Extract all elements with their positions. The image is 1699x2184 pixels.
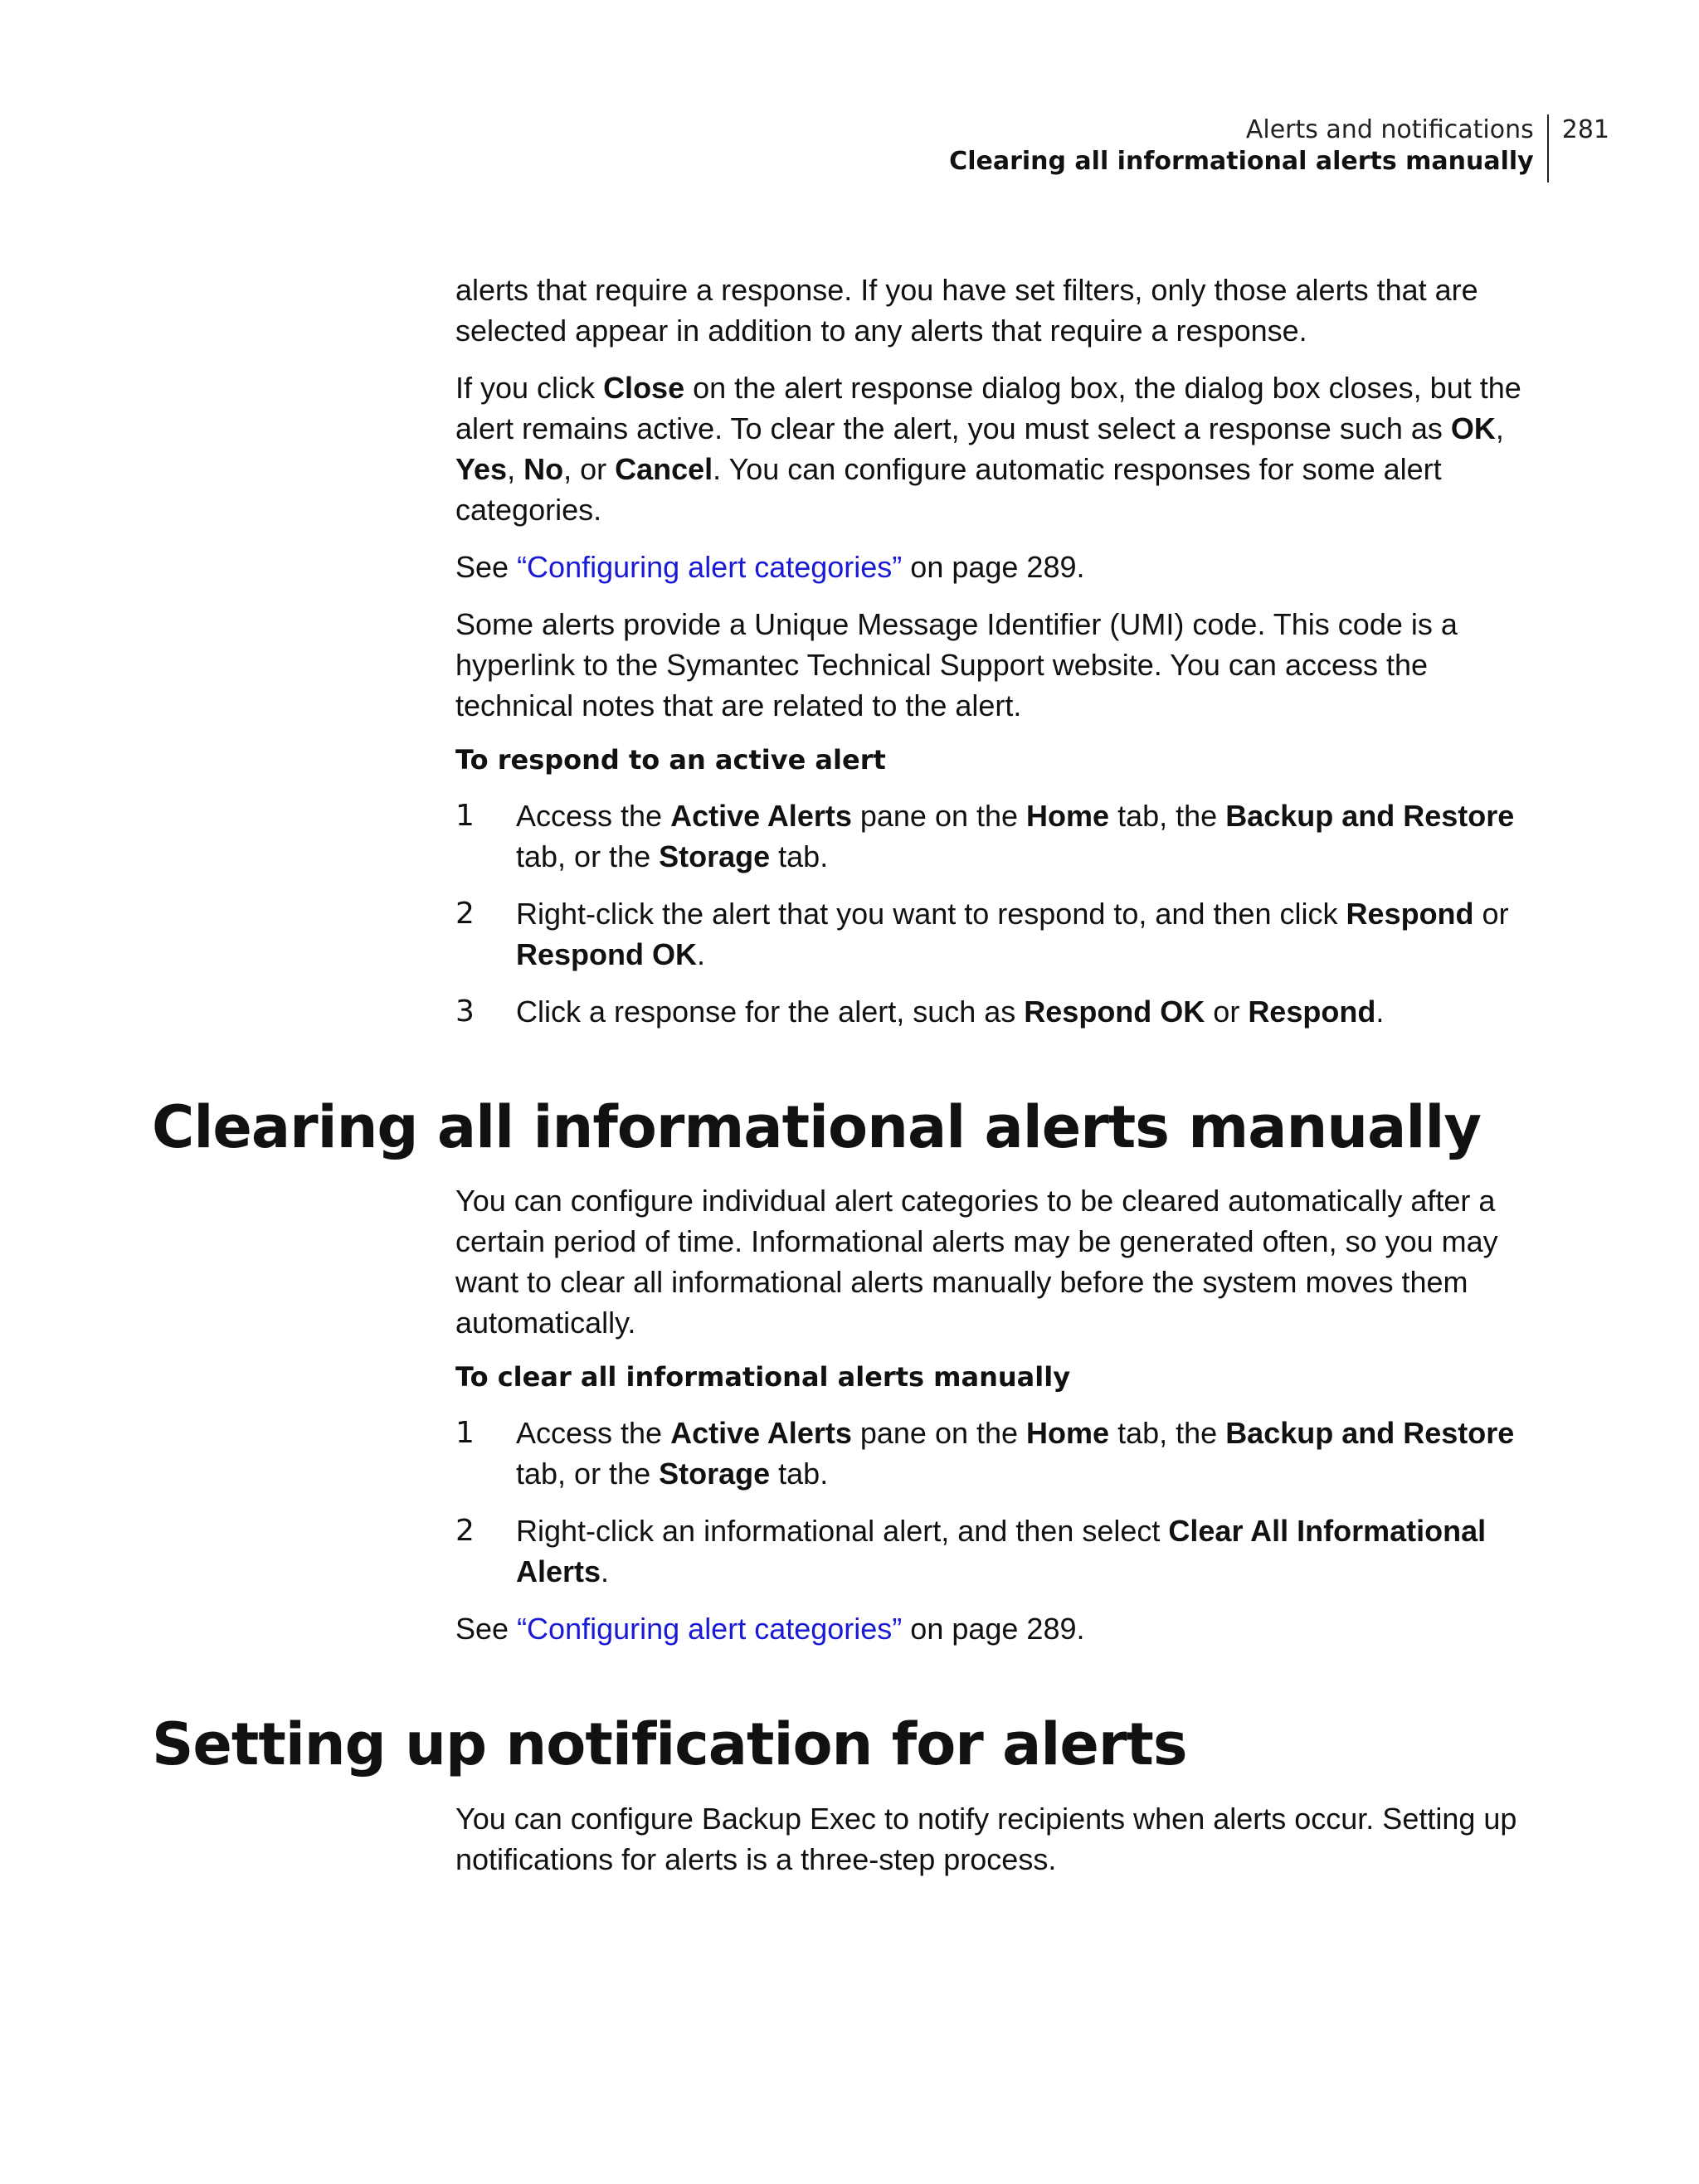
step-text	[516, 1413, 1551, 1494]
procedure-step	[455, 795, 1551, 877]
ui-term: Home	[1026, 799, 1110, 833]
text-run: If you click	[455, 371, 604, 405]
ui-term: Respond OK	[1024, 995, 1205, 1029]
section-heading-notification: Setting up notification for alerts	[152, 1710, 1187, 1778]
text-run: , or	[563, 452, 616, 486]
ui-term: Storage	[659, 839, 771, 873]
ui-term: Backup and Restore	[1225, 1416, 1515, 1450]
intro-block	[455, 270, 1551, 1048]
running-header	[949, 114, 1609, 182]
text-run: or	[1205, 995, 1249, 1029]
procedure-step	[455, 1510, 1551, 1592]
ui-term: Home	[1026, 1416, 1110, 1450]
text-run: .	[697, 937, 706, 971]
ui-term: Storage	[659, 1457, 771, 1491]
text-run: ,	[1495, 411, 1504, 445]
ui-term: Active Alerts	[670, 799, 852, 833]
header-titles	[949, 114, 1549, 182]
step-number: 2	[455, 1514, 475, 1548]
ui-term-yes: Yes	[455, 452, 508, 486]
procedure-step	[455, 1413, 1551, 1494]
ui-term: Respond	[1346, 897, 1474, 931]
procedure-step	[455, 893, 1551, 975]
section1-paragraph-1: You can configure individual alert categories to be cleared automatically after a certain period of time. Informational alerts may be generated often, so you may want to clear all informational alerts manually before the system moves them automatically.	[455, 1184, 1498, 1340]
text-run: Access the	[516, 799, 671, 833]
text-run: tab.	[770, 1457, 829, 1491]
text-run: See	[455, 550, 518, 584]
intro-paragraph-3: Some alerts provide a Unique Message Identifier (UMI) code. This code is a hyperlink to the Symantec Technical Support website. You can access the technical notes that are related to the alert.	[455, 607, 1458, 722]
step-number: 3	[455, 995, 475, 1029]
ui-term-cancel: Cancel	[615, 452, 713, 486]
text-run: tab, or the	[516, 1457, 660, 1491]
text-run: .	[601, 1554, 610, 1588]
ui-term: Clear All Informational Alerts	[516, 1514, 1487, 1588]
text-run: .	[1375, 995, 1385, 1029]
step-text	[516, 795, 1551, 877]
ui-term: Respond OK	[516, 937, 698, 971]
intro-paragraph-1: alerts that require a response. If you have set filters, only those alerts that are selected appear in addition to any alerts that require a response.	[455, 273, 1478, 348]
text-run: Access the	[516, 1416, 671, 1450]
step-number: 1	[455, 1416, 475, 1450]
see-also-2	[455, 1608, 1551, 1649]
ui-term-no: No	[523, 452, 564, 486]
ui-term: Active Alerts	[670, 1416, 852, 1450]
section1-block	[455, 1180, 1551, 1666]
section-heading-clearing-alerts: Clearing all informational alerts manually	[152, 1093, 1481, 1161]
ui-term-ok: OK	[1450, 411, 1496, 445]
ui-term-close: Close	[603, 371, 685, 405]
ui-term: Backup and Restore	[1225, 799, 1515, 833]
text-run: . You can configure automatic responses for some alert categories.	[455, 452, 1442, 527]
text-run: tab, or the	[516, 839, 660, 873]
section2-block	[455, 1798, 1551, 1896]
step-number: 2	[455, 897, 475, 931]
section2-paragraph-1: You can configure Backup Exec to notify recipients when alerts occur. Setting up notifications for alerts is a three-step process.	[455, 1802, 1517, 1876]
step-text	[516, 893, 1551, 975]
page-number: 281	[1561, 115, 1609, 144]
ui-term: Respond	[1248, 995, 1376, 1029]
procedure-step	[455, 991, 1551, 1032]
see-also-1	[455, 547, 1551, 587]
text-run: See	[455, 1612, 518, 1646]
cross-reference-link[interactable]: “Configuring alert categories”	[517, 1612, 903, 1646]
step-number: 1	[455, 799, 475, 833]
header-section-title: Clearing all informational alerts manually	[949, 147, 1534, 176]
text-run: Right-click an informational alert, and then select	[516, 1514, 1169, 1548]
cross-reference-link[interactable]: “Configuring alert categories”	[517, 550, 903, 584]
text-run: Click a response for the alert, such as	[516, 995, 1025, 1029]
intro-paragraph-2	[455, 367, 1551, 530]
text-run: Right-click the alert that you want to respond to, and then click	[516, 897, 1346, 931]
text-run: pane on the	[851, 1416, 1027, 1450]
text-run: pane on the	[851, 799, 1027, 833]
step-text	[516, 991, 1551, 1032]
text-run: tab, the	[1109, 799, 1226, 833]
text-run: tab, the	[1109, 1416, 1226, 1450]
text-run: on page 289.	[902, 1612, 1085, 1646]
text-run: ,	[507, 452, 524, 486]
text-run: on page 289.	[902, 550, 1085, 584]
step-text	[516, 1510, 1551, 1592]
text-run: or	[1473, 897, 1509, 931]
procedure-heading: To clear all informational alerts manually	[455, 1361, 1071, 1393]
header-chapter-title: Alerts and notifications	[1245, 115, 1534, 144]
text-run: on the alert response dialog box, the dialog box closes, but the alert remains active. To clear the alert, you must select a response such as	[455, 371, 1521, 445]
text-run: tab.	[770, 839, 829, 873]
procedure-heading: To respond to an active alert	[455, 744, 886, 776]
